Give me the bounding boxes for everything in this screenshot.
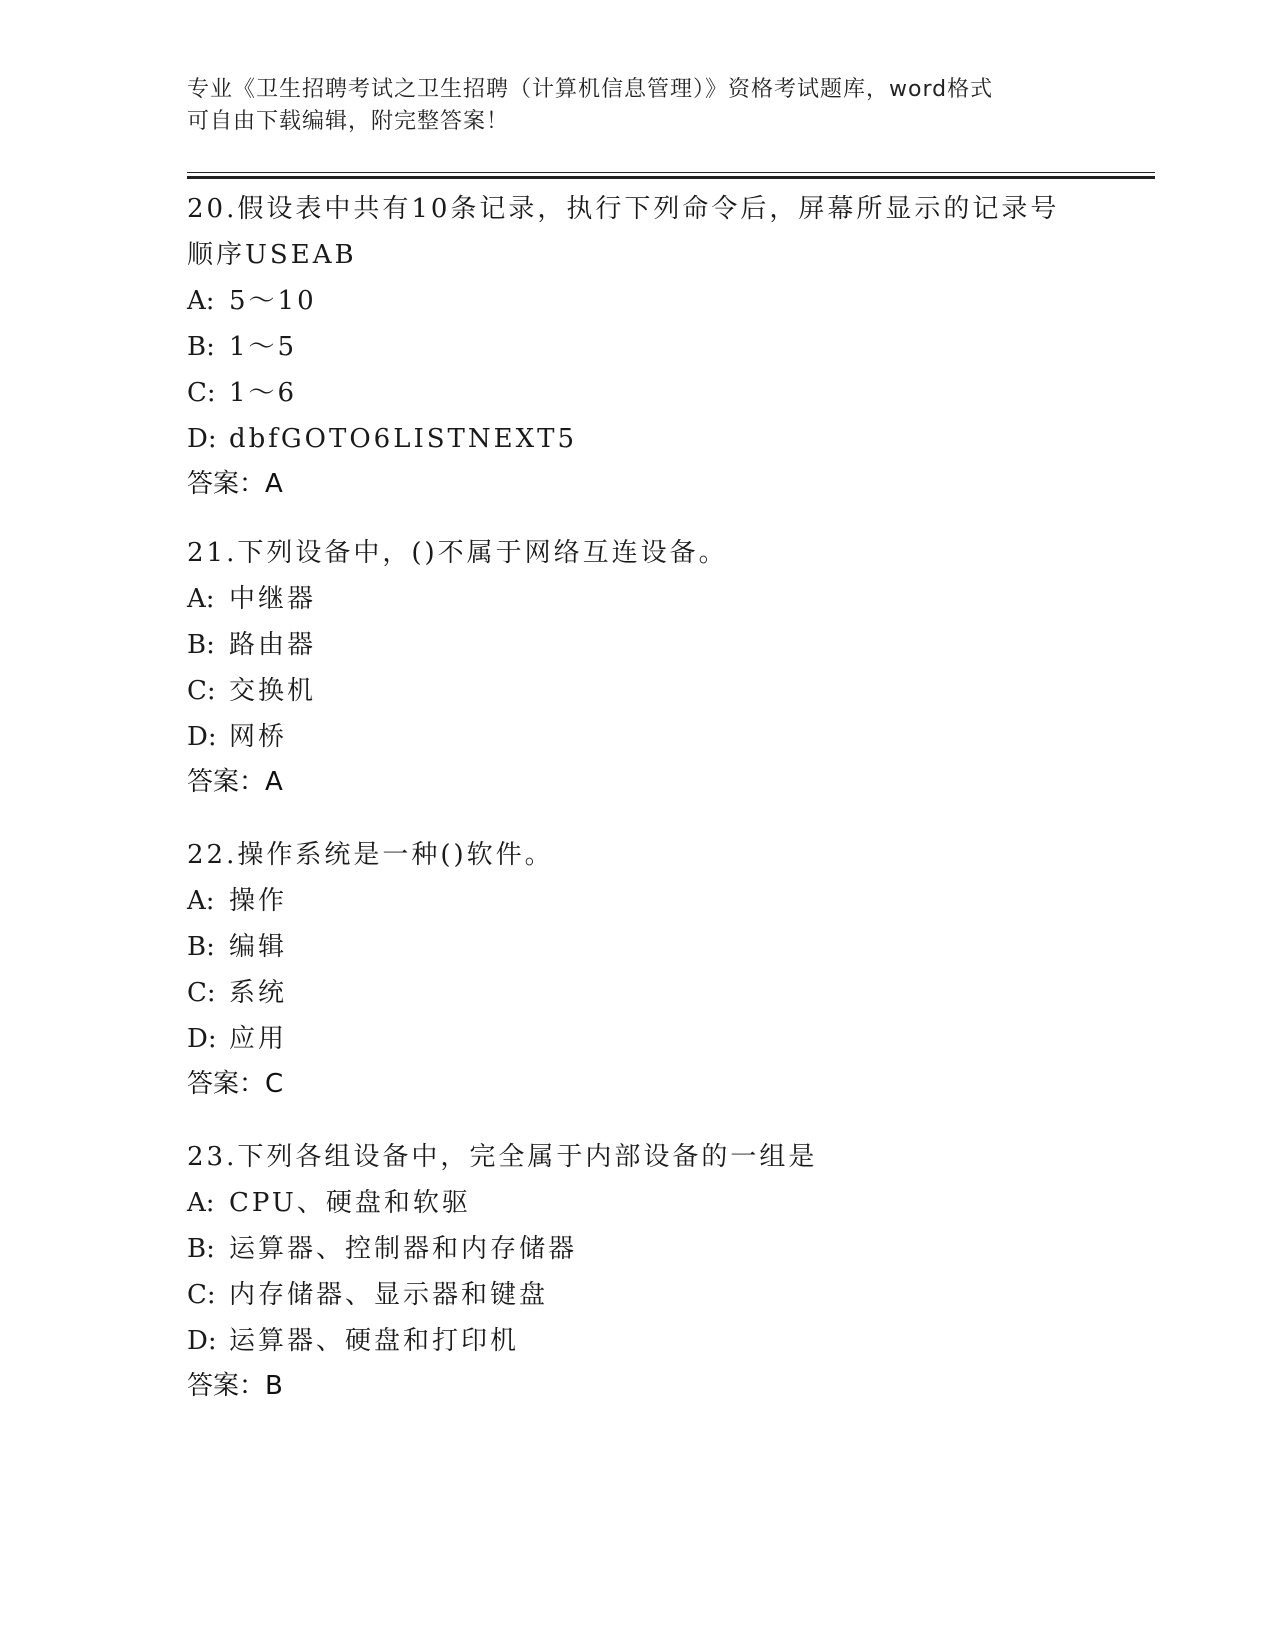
option-b xyxy=(187,924,1087,970)
option-key: D: xyxy=(187,722,217,752)
option-text: 系统 xyxy=(229,978,288,1008)
answer: 答案：A xyxy=(187,767,283,797)
option-d xyxy=(187,1016,1087,1062)
answer: 答案：C xyxy=(187,1069,284,1099)
option-c xyxy=(187,668,1087,714)
question-22 xyxy=(187,832,1087,1106)
option-key: C: xyxy=(187,378,216,408)
header-line-1: 专业《卫生招聘考试之卫生招聘（计算机信息管理）》资格考试题库，word格式 xyxy=(187,77,994,102)
option-text: dbfGOTO6LISTNEXT5 xyxy=(229,424,578,454)
option-key: C: xyxy=(187,676,216,706)
option-key: A: xyxy=(187,584,215,614)
question-stem: 23.下列各组设备中，完全属于内部设备的一组是 xyxy=(187,1142,818,1172)
option-text: CPU、硬盘和软驱 xyxy=(229,1188,471,1218)
question-stem: 22.操作系统是一种()软件。 xyxy=(187,840,554,870)
option-a xyxy=(187,576,1087,622)
option-text: 运算器、硬盘和打印机 xyxy=(229,1326,520,1356)
option-key: C: xyxy=(187,978,216,1008)
option-c xyxy=(187,370,1087,416)
answer: 答案：B xyxy=(187,1371,283,1401)
header-line-2: 可自由下载编辑，附完整答案！ xyxy=(187,109,510,134)
question-stem: 21.下列设备中，()不属于网络互连设备。 xyxy=(187,538,728,568)
question-stem: 20.假设表中共有10条记录，执行下列命令后，屏幕所显示的记录号 xyxy=(187,194,1060,224)
option-d xyxy=(187,1318,1087,1364)
option-b xyxy=(187,1226,1087,1272)
option-key: A: xyxy=(187,1188,215,1218)
option-text: 编辑 xyxy=(229,932,288,962)
option-text: 网桥 xyxy=(229,722,288,752)
question-20 xyxy=(187,186,1087,506)
document-header xyxy=(187,74,1087,138)
question-stem: 顺序USEAB xyxy=(187,240,357,270)
option-text: 应用 xyxy=(229,1024,288,1054)
option-text: 操作 xyxy=(229,886,288,916)
option-text: 1～6 xyxy=(229,378,298,408)
option-text: 内存储器、显示器和键盘 xyxy=(229,1280,549,1310)
option-c xyxy=(187,970,1087,1016)
option-b xyxy=(187,622,1087,668)
question-23 xyxy=(187,1134,1087,1408)
option-key: B: xyxy=(187,1234,215,1264)
option-a xyxy=(187,278,1087,324)
option-text: 1～5 xyxy=(229,332,298,362)
option-text: 运算器、控制器和内存储器 xyxy=(229,1234,578,1264)
option-text: 路由器 xyxy=(229,630,317,660)
question-21 xyxy=(187,530,1087,804)
option-key: D: xyxy=(187,424,217,454)
option-b xyxy=(187,324,1087,370)
option-a xyxy=(187,878,1087,924)
option-text: 交换机 xyxy=(229,676,317,706)
option-key: B: xyxy=(187,932,215,962)
option-text: 5～10 xyxy=(229,286,317,316)
option-a xyxy=(187,1180,1087,1226)
option-key: B: xyxy=(187,332,215,362)
option-key: D: xyxy=(187,1024,217,1054)
option-text: 中继器 xyxy=(229,584,317,614)
option-key: B: xyxy=(187,630,215,660)
option-d xyxy=(187,714,1087,760)
option-key: A: xyxy=(187,286,215,316)
header-rule-thick xyxy=(187,176,1155,179)
option-key: D: xyxy=(187,1326,217,1356)
answer: 答案：A xyxy=(187,469,283,499)
option-d xyxy=(187,416,1087,462)
header-rule-thin xyxy=(187,172,1155,173)
option-key: C: xyxy=(187,1280,216,1310)
option-c xyxy=(187,1272,1087,1318)
option-key: A: xyxy=(187,886,215,916)
